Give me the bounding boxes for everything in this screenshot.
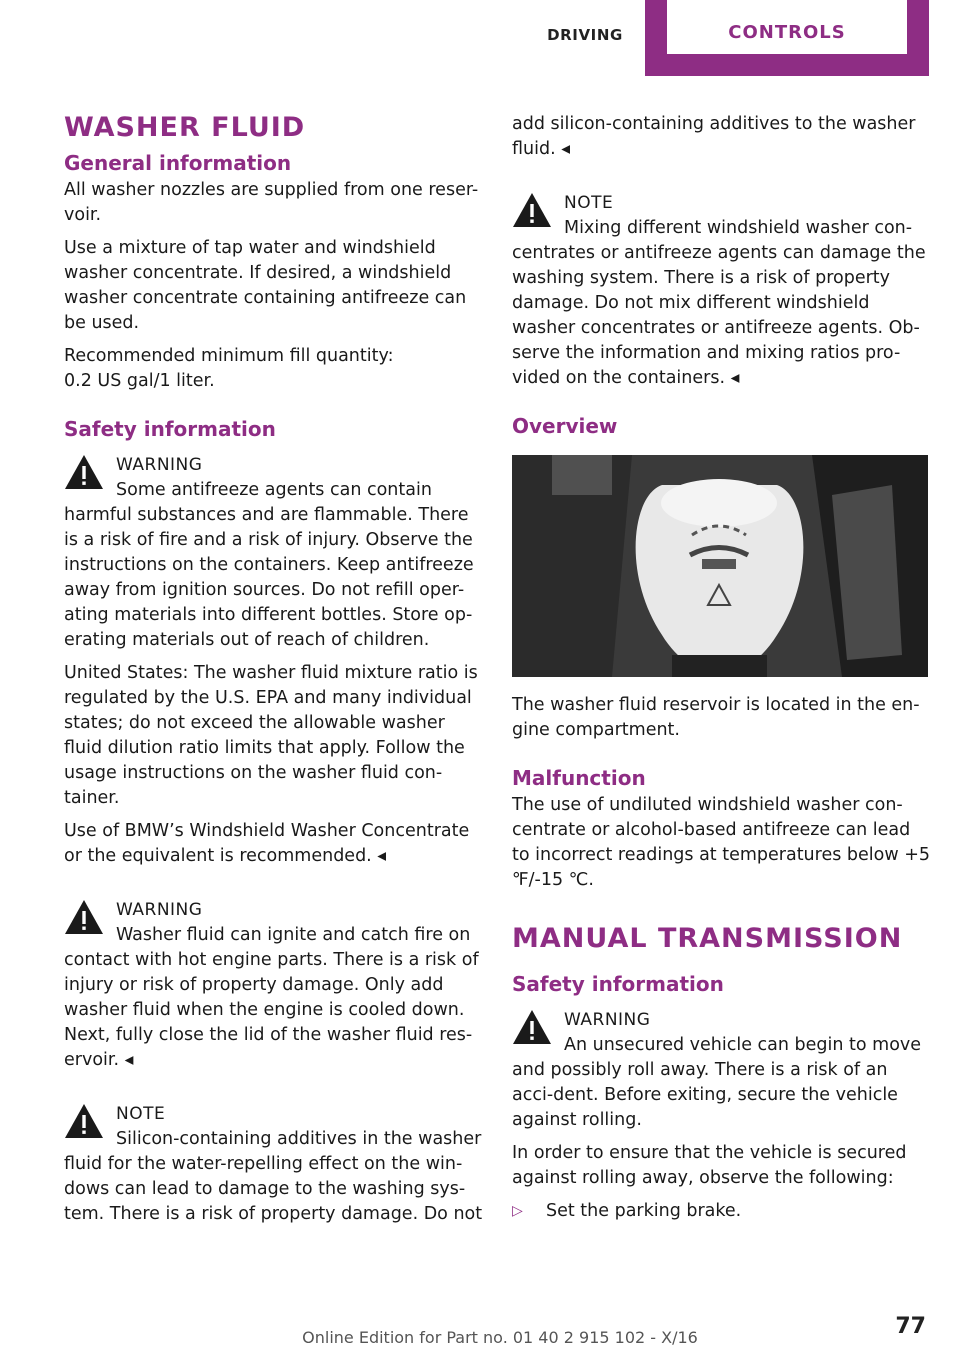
warning-triangle-icon: [64, 454, 104, 490]
washer-reservoir-photo: [512, 455, 928, 677]
note-block: [64, 1101, 484, 1227]
warning-triangle-icon: [64, 899, 104, 935]
heading-safety-information: Safety information: [512, 972, 724, 996]
note-block: [512, 190, 932, 391]
note-label: NOTE: [564, 193, 614, 213]
paragraph: The washer fluid reservoir is located in the en-gine compartment.: [512, 695, 920, 740]
paragraph: The use of undiluted windshield washer con-centrate or alcohol-based antifreeze can lead to incorrect readings at temperatures below +5 ℉/-15 ℃.: [512, 795, 931, 890]
warning-text: Some antifreeze agents can contain: [116, 480, 432, 500]
warning-text: Washer fluid can ignite and catch fire on: [116, 925, 471, 945]
paragraph: Recommended minimum fill quantity: 0.2 US gal/1 liter.: [64, 346, 394, 391]
note-text: fluid for the water-repelling effect on the win-dows can lead to damage to the washing sys-tem. There is a risk of property damage. Do not: [64, 1154, 483, 1224]
warning-triangle-icon: [64, 1103, 104, 1139]
paragraph: add silicon-containing additives to the washer fluid. ◂: [512, 114, 916, 159]
list-item: [512, 1199, 932, 1224]
paragraph: All washer nozzles are supplied from one reser-voir.: [64, 180, 479, 225]
note-label: NOTE: [116, 1104, 166, 1124]
warning-block: [512, 1007, 932, 1133]
paragraph: United States: The washer fluid mixture ratio is regulated by the U.S. EPA and many individual states; do not exceed the allowable washer fluid dilution ratio limits that apply. Follow the usage instructions on the washer fluid con-tainer.: [64, 663, 478, 808]
warning-label: WARNING: [116, 900, 203, 920]
warning-text: and possibly roll away. There is a risk of an acci-dent. Before exiting, secure the vehicle against rolling.: [512, 1060, 898, 1130]
heading-safety-information: Safety information: [64, 417, 276, 441]
heading-general-information: General information: [64, 151, 292, 175]
warning-triangle-icon: [512, 1009, 552, 1045]
heading-malfunction: Malfunction: [512, 766, 646, 790]
reservoir-cap-image: [512, 455, 928, 677]
tab-controls[interactable]: [645, 0, 929, 76]
warning-text: An unsecured vehicle can begin to move: [564, 1035, 922, 1055]
note-text: Silicon-containing additives in the washer: [116, 1129, 482, 1149]
paragraph: Use a mixture of tap water and windshield washer concentrate. If desired, a windshield washer concentrate containing antifreeze can be used.: [64, 238, 467, 333]
warning-triangle-icon: [512, 192, 552, 228]
warning-text: harmful substances and are flammable. There is a risk of fire and a risk of injury. Observe the instructions on the containers. Keep antifreeze away from ignition sources. Do not refill oper-ating materials into different bottles. Store op-erating materials out of reach of children.: [64, 505, 474, 650]
note-text: Mixing different windshield washer con-: [564, 218, 913, 238]
warning-block: [64, 452, 484, 653]
warning-block: [64, 897, 484, 1073]
page-number: 77: [895, 1314, 926, 1339]
section-title-manual-transmission: MANUAL TRANSMISSION: [512, 923, 903, 954]
tab-driving-label: DRIVING: [547, 26, 623, 44]
warning-text: contact with hot engine parts. There is a risk of injury or risk of property damage. Only add washer fluid when the engine is cooled down. Next, fully close the lid of the washer fluid res-ervoir. ◂: [64, 950, 479, 1070]
paragraph: Use of BMW’s Windshield Washer Concentrate or the equivalent is recommended. ◂: [64, 821, 470, 866]
heading-overview: Overview: [512, 414, 618, 438]
list-item-text: Set the parking brake.: [546, 1201, 742, 1221]
triangle-bullet-icon: ▷: [512, 1203, 523, 1219]
tab-driving[interactable]: [526, 0, 644, 72]
section-title-washer-fluid: WASHER FLUID: [64, 112, 306, 143]
left-column: [64, 108, 484, 1235]
warning-label: WARNING: [564, 1010, 651, 1030]
tab-controls-label: CONTROLS: [728, 22, 846, 43]
warning-label: WARNING: [116, 455, 203, 475]
paragraph: In order to ensure that the vehicle is secured against rolling away, observe the following:: [512, 1143, 907, 1188]
footer-edition: Online Edition for Part no. 01 40 2 915 102 - X/16: [302, 1328, 698, 1347]
note-text: centrates or antifreeze agents can damage the washing system. There is a risk of property damage. Do not mix different windshield washer concentrates or antifreeze agents. Ob-serve the information and mixing ratios pro-vided on the containers. ◂: [512, 243, 926, 388]
right-column: [512, 112, 932, 1224]
